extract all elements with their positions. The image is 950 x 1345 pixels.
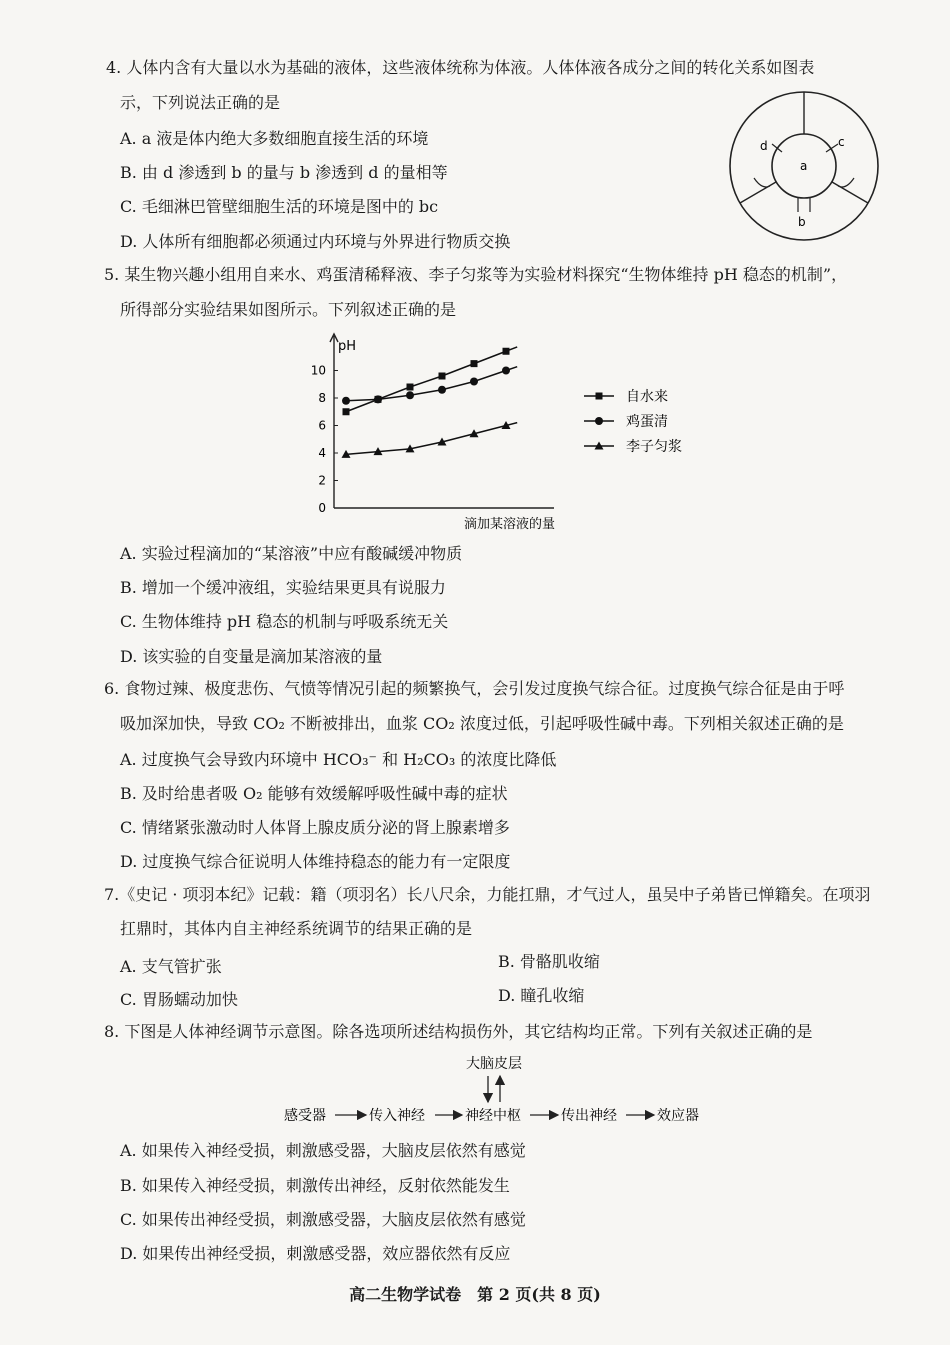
- q7-option-d: D. 瞳孔收缩: [498, 986, 585, 1005]
- legend-label-2: 李子匀浆: [626, 439, 682, 455]
- data-point-0-0: [343, 408, 350, 415]
- data-point-1-1: [374, 395, 382, 403]
- reflex-arc-diagram: [280, 1050, 720, 1130]
- q4-option-a: A. a 液是体内绝大多数细胞直接生活的环境: [120, 129, 429, 148]
- x-axis-label: 滴加某溶液的量: [464, 517, 556, 532]
- q5-stem-line1: 5. 某生物兴趣小组用自来水、鸡蛋清稀释液、李子匀浆等为实验材料探究“生物体维持 pH 稳态的机制”，: [104, 265, 848, 284]
- q4-option-b: B. 由 d 渗透到 b 的量与 b 渗透到 d 的量相等: [120, 163, 448, 182]
- y-tick-label: 6: [318, 418, 326, 433]
- q4-stem-line1: 4. 人体内含有大量以水为基础的液体，这些液体统称为体液。人体体液各成分之间的转化关系如图表: [106, 58, 815, 77]
- y-axis-label: pH: [338, 339, 357, 354]
- y-tick-label: 4: [318, 446, 326, 460]
- page-footer: 高二生物学试卷 第 2 页(共 8 页): [349, 1285, 601, 1304]
- data-point-1-5: [502, 367, 510, 375]
- q4-stem-line2: 示，下列说法正确的是: [120, 93, 281, 112]
- series-line-2: [346, 423, 517, 455]
- q6-stem-line1: 6. 食物过辣、极度悲伤、气愤等情况引起的频繁换气，会引发过度换气综合征。过度换气综合征是由于呼: [104, 679, 845, 698]
- node-efferent: 传出神经: [561, 1108, 617, 1124]
- q6-option-a: A. 过度换气会导致内环境中 HCO₃⁻ 和 H₂CO₃ 的浓度比降低: [120, 750, 557, 769]
- q8-option-c: C. 如果传出神经受损，刺激感受器，大脑皮层依然有感觉: [120, 1210, 526, 1229]
- q4-option-c: C. 毛细淋巴管壁细胞生活的环境是图中的 bc: [120, 197, 439, 216]
- data-point-1-2: [406, 391, 414, 399]
- y-tick-label: 8: [318, 391, 326, 405]
- data-point-0-4: [471, 360, 478, 367]
- y-tick-label: 2: [318, 473, 326, 488]
- data-point-0-2: [407, 384, 414, 391]
- q5-option-a: A. 实验过程滴加的“某溶液”中应有酸碱缓冲物质: [120, 544, 463, 563]
- q7-option-b: B. 骨骼肌收缩: [498, 952, 600, 971]
- data-point-1-3: [438, 386, 446, 394]
- q6-option-b: B. 及时给患者吸 O₂ 能够有效缓解呼吸性碱中毒的症状: [120, 784, 508, 803]
- node-afferent: 传入神经: [369, 1108, 425, 1124]
- node-center: 神经中枢: [465, 1108, 521, 1124]
- q7-option-c: C. 胃肠蠕动加快: [120, 990, 238, 1009]
- q5-option-b: B. 增加一个缓冲液组，实验结果更具有说服力: [120, 578, 446, 597]
- series-line-0: [346, 347, 517, 412]
- q5-stem-line2: 所得部分实验结果如图所示。下列叙述正确的是: [120, 300, 457, 319]
- q8-option-b: B. 如果传入神经受损，刺激传出神经，反射依然能发生: [120, 1176, 510, 1195]
- data-point-0-3: [439, 373, 446, 380]
- label-a: a: [800, 159, 808, 173]
- ph-line-chart: [300, 330, 720, 535]
- y-tick-label: 0: [318, 501, 326, 515]
- q6-option-d: D. 过度换气综合征说明人体维持稳态的能力有一定限度: [120, 852, 511, 871]
- label-b: b: [798, 215, 806, 229]
- legend-marker-1: [595, 417, 603, 425]
- q4-option-d: D. 人体所有细胞都必须通过内环境与外界进行物质交换: [120, 232, 511, 251]
- node-effector: 效应器: [657, 1108, 699, 1124]
- q7-stem-line1: 7.《史记 · 项羽本纪》记载：籍（项羽名）长八尺余，力能扛鼎，才气过人，虽吴中子弟皆已惮籍矣。在项羽: [104, 885, 871, 904]
- q5-option-c: C. 生物体维持 pH 稳态的机制与呼吸系统无关: [120, 612, 449, 631]
- legend-label-0: 自水来: [626, 389, 668, 405]
- legend-marker-0: [596, 393, 603, 400]
- y-tick-label: 10: [310, 363, 326, 378]
- q8-stem: 8. 下图是人体神经调节示意图。除各选项所述结构损伤外，其它结构均正常。下列有关叙述正确的是: [104, 1022, 813, 1041]
- q7-stem-line2: 扛鼎时，其体内自主神经系统调节的结果正确的是: [120, 919, 473, 938]
- q8-option-a: A. 如果传入神经受损，刺激感受器，大脑皮层依然有感觉: [120, 1141, 526, 1160]
- node-receptor: 感受器: [284, 1108, 326, 1124]
- data-point-1-4: [470, 378, 478, 386]
- data-point-0-5: [503, 348, 510, 355]
- q5-option-d: D. 该实验的自变量是滴加某溶液的量: [120, 647, 383, 666]
- data-point-1-0: [342, 397, 350, 405]
- label-c: c: [838, 135, 845, 149]
- q7-option-a: A. 支气管扩张: [120, 957, 222, 976]
- q6-option-c: C. 情绪紧张激动时人体肾上腺皮质分泌的肾上腺素增多: [120, 818, 510, 837]
- body-fluid-diagram: [724, 86, 884, 246]
- node-cerebral-cortex: 大脑皮层: [466, 1056, 522, 1072]
- series-line-1: [346, 367, 517, 401]
- legend-label-1: 鸡蛋清: [626, 414, 668, 430]
- label-d: d: [760, 139, 768, 153]
- q8-option-d: D. 如果传出神经受损，刺激感受器，效应器依然有反应: [120, 1244, 511, 1263]
- q6-stem-line2: 吸加深加快，导致 CO₂ 不断被排出，血浆 CO₂ 浓度过低，引起呼吸性碱中毒。下列相关叙述正确的是: [120, 714, 844, 733]
